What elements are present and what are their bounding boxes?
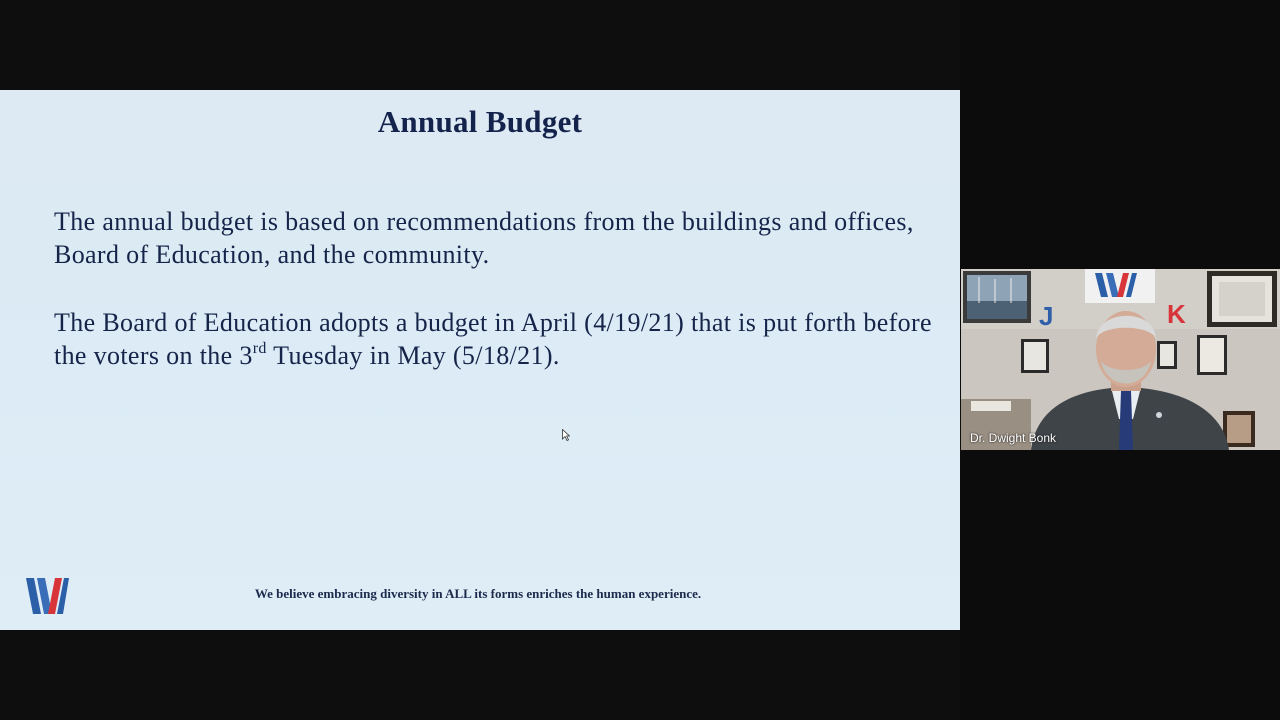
- participant-video-frame: [961, 269, 1280, 450]
- paragraph-2-text-before: The Board of Education adopts a budget in April (4/19/21) that is put forth before the voters on the 3: [54, 308, 932, 370]
- svg-text:K: K: [1167, 299, 1186, 329]
- slide-title: Annual Budget: [377, 104, 583, 139]
- presentation-slide: [0, 90, 960, 630]
- participant-name-label: Dr. Dwight Bonk: [970, 431, 1057, 445]
- slide-footer-motto: We believe embracing diversity in ALL its forms enriches the human experience.: [254, 586, 702, 601]
- paragraph-2-text-after: Tuesday in May (5/18/21).: [266, 341, 560, 370]
- slide-paragraph-2: [54, 306, 934, 372]
- mouse-cursor-icon: [562, 429, 570, 441]
- slide-paragraph-1: The annual budget is based on recommendations from the buildings and offices, Board of Education, and the community.: [54, 207, 914, 269]
- participant-video-tile[interactable]: [961, 269, 1280, 450]
- ordinal-suffix: rd: [252, 340, 267, 357]
- svg-text:J: J: [1039, 301, 1054, 331]
